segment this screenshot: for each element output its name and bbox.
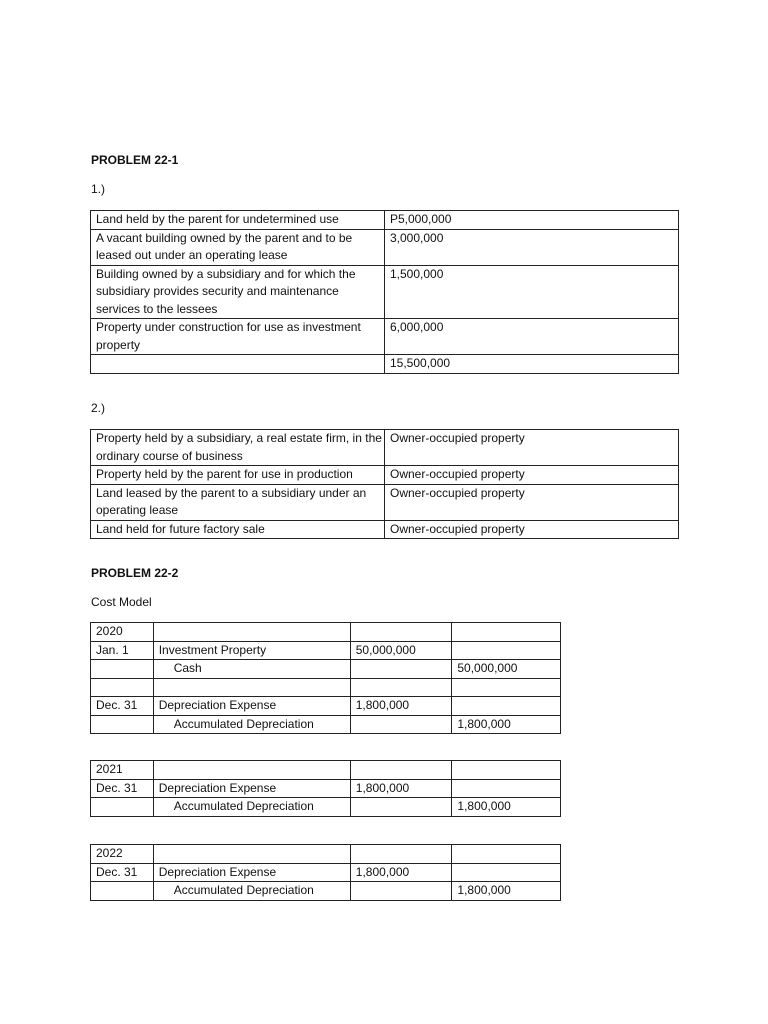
table-row-total: [91, 355, 679, 374]
journal-credit: [452, 863, 561, 882]
table-row: [91, 845, 561, 864]
journal-debit: 1,800,000: [350, 697, 452, 716]
journal-account: [153, 798, 350, 817]
journal-account-text: Cash: [173, 661, 202, 675]
table-cell-amount: P5,000,000: [385, 211, 679, 230]
journal-credit: [452, 641, 561, 660]
journal-debit: 1,800,000: [350, 863, 452, 882]
journal-debit: [350, 845, 452, 864]
table-row: [91, 715, 561, 734]
journal-account: [153, 678, 350, 697]
table-cell-description: Property under construction for use as investment property: [91, 319, 385, 355]
journal-credit: [452, 623, 561, 642]
table-row: [91, 520, 679, 539]
cost-model-label: Cost Model: [91, 595, 152, 609]
journal-account: Depreciation Expense: [153, 779, 350, 798]
table-row: [91, 678, 561, 697]
journal-date: Jan. 1: [91, 641, 154, 660]
journal-debit: [350, 715, 452, 734]
journal-debit: [350, 798, 452, 817]
problem-22-2-heading: PROBLEM 22-2: [91, 566, 179, 580]
journal-date: [91, 798, 154, 817]
table-row: [91, 265, 679, 319]
journal-date: [91, 882, 154, 901]
table-row: [91, 623, 561, 642]
journal-account: Depreciation Expense: [153, 697, 350, 716]
journal-account-text: Accumulated Depreciation: [173, 883, 314, 897]
table-row: [91, 641, 561, 660]
table-row: [91, 697, 561, 716]
journal-debit: [350, 678, 452, 697]
journal-account-text: Accumulated Depreciation: [173, 716, 314, 731]
table-row: [91, 761, 561, 780]
journal-credit: [452, 845, 561, 864]
table-cell-description: Property held by a subsidiary, a real estate firm, in the ordinary course of business: [91, 430, 385, 466]
investment-property-table: [90, 210, 679, 374]
journal-entries-2022: [90, 844, 561, 901]
journal-date: Dec. 31: [91, 779, 154, 798]
table-row: [91, 882, 561, 901]
table-row: [91, 779, 561, 798]
table-cell-total-amount: 15,500,000: [385, 355, 679, 374]
journal-credit: 50,000,000: [452, 660, 561, 679]
table-row: [91, 319, 679, 355]
journal-account: Investment Property: [153, 641, 350, 660]
journal-account: Depreciation Expense: [153, 863, 350, 882]
journal-credit: 1,800,000: [452, 715, 561, 734]
journal-debit: 1,800,000: [350, 779, 452, 798]
table-cell-classification: Owner-occupied property: [385, 430, 679, 466]
table-cell-amount: 1,500,000: [385, 265, 679, 319]
journal-credit: [452, 779, 561, 798]
part-1-label: 1.): [91, 182, 106, 196]
journal-account: [153, 845, 350, 864]
journal-debit: [350, 623, 452, 642]
table-cell-description: A vacant building owned by the parent and to be leased out under an operating lease: [91, 229, 385, 265]
classification-table: [90, 429, 679, 539]
journal-date: Dec. 31: [91, 697, 154, 716]
journal-credit: [452, 678, 561, 697]
journal-account: [153, 715, 350, 734]
table-row: [91, 466, 679, 485]
journal-date: Dec. 31: [91, 863, 154, 882]
journal-credit: [452, 697, 561, 716]
part-2-label: 2.): [91, 401, 106, 415]
journal-credit: 1,800,000: [452, 798, 561, 817]
table-row: [91, 211, 679, 230]
table-cell-description: Land leased by the parent to a subsidiary under an operating lease: [91, 484, 385, 520]
journal-date: [91, 715, 154, 734]
journal-credit: 1,800,000: [452, 882, 561, 901]
journal-account: [153, 623, 350, 642]
journal-date: [91, 660, 154, 679]
table-cell-description: Building owned by a subsidiary and for which the subsidiary provides security and maintenance services to the lessees: [91, 265, 385, 319]
journal-account-text: Accumulated Depreciation: [173, 799, 314, 813]
problem-22-1-heading: PROBLEM 22-1: [91, 153, 179, 167]
table-cell-amount: 3,000,000: [385, 229, 679, 265]
journal-account: [153, 882, 350, 901]
table-cell-description: Land held by the parent for undetermined use: [91, 211, 385, 230]
table-row: [91, 229, 679, 265]
journal-debit: 50,000,000: [350, 641, 452, 660]
table-cell-classification: Owner-occupied property: [385, 466, 679, 485]
table-cell-description: Property held by the parent for use in production: [91, 466, 385, 485]
table-row: [91, 660, 561, 679]
table-cell-amount: 6,000,000: [385, 319, 679, 355]
journal-date: 2020: [91, 623, 154, 642]
table-row: [91, 484, 679, 520]
journal-debit: [350, 761, 452, 780]
journal-date: [91, 678, 154, 697]
journal-date: 2022: [91, 845, 154, 864]
table-row: [91, 798, 561, 817]
journal-date: 2021: [91, 761, 154, 780]
journal-entries-2020: [90, 622, 561, 734]
journal-credit: [452, 761, 561, 780]
journal-entries-2021: [90, 760, 561, 817]
table-cell-description: Land held for future factory sale: [91, 520, 385, 539]
table-cell-classification: Owner-occupied property: [385, 520, 679, 539]
journal-debit: [350, 660, 452, 679]
table-cell-classification: Owner-occupied property: [385, 484, 679, 520]
table-row: [91, 863, 561, 882]
table-cell-description: [91, 355, 385, 374]
journal-debit: [350, 882, 452, 901]
journal-account: [153, 660, 350, 679]
journal-account: [153, 761, 350, 780]
table-row: [91, 430, 679, 466]
